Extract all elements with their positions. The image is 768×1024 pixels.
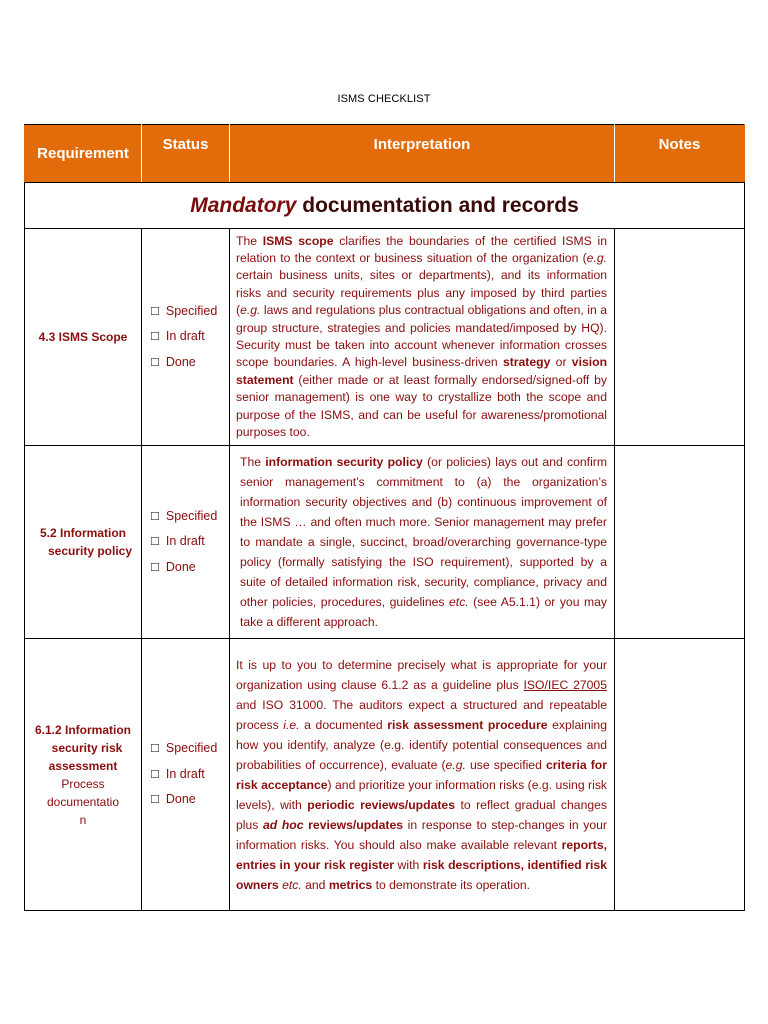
status-label: Done (165, 792, 196, 807)
status-option-specified[interactable] (150, 736, 228, 762)
status-label: In draft (165, 329, 205, 344)
emphasis-text: reviews/updates (308, 817, 404, 832)
requirement-cell (25, 639, 142, 911)
emphasis-text: ad hoc (263, 817, 304, 832)
checkbox-icon[interactable]: ☐ (150, 535, 160, 549)
requirement-label: assessment (48, 758, 118, 773)
status-cell (142, 639, 230, 911)
status-option-in-draft[interactable] (150, 762, 228, 788)
emphasis-text: etc. (449, 595, 469, 609)
section-heading (25, 183, 745, 229)
emphasis-text: ISMS scope (262, 233, 334, 248)
status-option-done[interactable] (150, 787, 228, 813)
checkbox-icon[interactable]: ☐ (150, 560, 160, 574)
checkbox-icon[interactable]: ☐ (150, 767, 160, 781)
header-status: Status (142, 125, 230, 183)
status-option-in-draft[interactable] (150, 529, 228, 555)
emphasis-text: i.e. (283, 717, 300, 732)
notes-cell[interactable] (615, 446, 745, 639)
interpretation-cell: It is up to you to determine precisely what is appropriate for your organization using clause 6.1.2 as a guideline plus ISO/IEC 27005 and ISO 31000. The auditors expect a structured and repeatable process i.e. a documented risk assessment procedure explaining how you identify, analyze (e.g. identify potential consequences and probabilities of occurrence), evaluate (e.g. use specified criteria for risk acceptance) and prioritize your information risks (e.g. using risk levels), with periodic reviews/updates to reflect gradual changes plus ad hoc reviews/updates in response to step-changes in your information risks. You should also make available relevant reports, entries in your risk register with risk descriptions, identified risk owners etc. and metrics to demonstrate its operation. (230, 639, 615, 911)
emphasis-text: criteria for risk acceptance (236, 757, 607, 792)
emphasis-text: e.g. (240, 303, 261, 318)
status-option-specified[interactable] (150, 504, 228, 530)
checkbox-icon[interactable]: ☐ (150, 330, 160, 344)
requirement-label: security risk (51, 740, 123, 755)
status-label: Specified (165, 508, 218, 523)
requirement-cell (25, 229, 142, 446)
emphasis-text: metrics (328, 877, 373, 892)
emphasis-text: risk descriptions, identified risk owners (236, 857, 607, 892)
section-rest: documentation and records (296, 193, 579, 217)
emphasis-text: periodic reviews/updates (307, 797, 455, 812)
document-title: ISMS CHECKLIST (337, 93, 431, 105)
header-interpretation: Interpretation (230, 125, 615, 183)
status-option-specified[interactable] (150, 299, 228, 325)
emphasis-text: information security policy (265, 455, 423, 469)
status-cell (142, 229, 230, 446)
status-option-in-draft[interactable] (150, 324, 228, 350)
emphasis-text: strategy (502, 355, 551, 370)
status-label: Specified (165, 303, 218, 318)
status-label: Done (165, 354, 196, 369)
table-row (25, 229, 745, 446)
requirement-note: n (79, 812, 87, 827)
header-requirement: Requirement (25, 125, 142, 183)
emphasis-text: reports, entries in your risk register (236, 837, 607, 872)
status-label: In draft (165, 766, 205, 781)
section-emphasis: Mandatory (190, 193, 297, 217)
emphasis-text: e.g. (445, 757, 466, 772)
requirement-label: 5.2 Information (39, 526, 126, 540)
notes-cell[interactable] (615, 639, 745, 911)
checkbox-icon[interactable]: ☐ (150, 793, 160, 807)
standard-link[interactable]: ISO/IEC 27005 (523, 677, 607, 692)
header-row (25, 125, 745, 183)
checkbox-icon[interactable]: ☐ (150, 355, 160, 369)
emphasis-text: vision statement (236, 355, 608, 387)
section-row (25, 183, 745, 229)
checkbox-icon[interactable]: ☐ (150, 742, 160, 756)
header-notes: Notes (615, 125, 745, 183)
isms-checklist-table (24, 124, 745, 911)
checkbox-icon[interactable]: ☐ (150, 304, 160, 318)
requirement-note: documentatio (46, 794, 120, 809)
checkbox-icon[interactable]: ☐ (150, 509, 160, 523)
interpretation-cell: The ISMS scope clarifies the boundaries of the certified ISMS in relation to the context or business situation of the organization (e.g. certain business units, sites or departments), and its information risks and security requirements plus any imposed by third parties (e.g. laws and regulations plus contractual obligations and often, in a group structure, strategies and policies mandated/imposed by HQ). Security must be taken into account whenever information crosses scope boundaries. A high-level business-driven strategy or vision statement (either made or at least formally endorsed/signed-off by senior management) is one way to crystallize both the scope and purpose of the ISMS, and can be useful for awareness/promotional purposes too. (230, 229, 615, 446)
emphasis-text: e.g. (586, 250, 607, 265)
table-row (25, 446, 745, 639)
notes-cell[interactable] (615, 229, 745, 446)
requirement-label: 6.1.2 Information (34, 722, 132, 737)
status-option-done[interactable] (150, 350, 228, 376)
status-option-done[interactable] (150, 555, 228, 581)
requirement-label: security policy (47, 544, 133, 558)
status-cell (142, 446, 230, 639)
status-label: In draft (165, 534, 205, 549)
status-label: Done (165, 559, 196, 574)
requirement-note: Process (61, 776, 105, 791)
status-label: Specified (165, 741, 218, 756)
requirement-cell (25, 446, 142, 639)
emphasis-text: etc. (282, 877, 302, 892)
interpretation-cell: The information security policy (or policies) lays out and confirm senior management’s commitment to (a) the organization’s information security objectives and (b) continuous improvement of the ISMS … and often much more. Senior management may prefer to mandate a single, succinct, broad/overarching governance-type policy (formally satisfying the ISO requirement), supported by a suite of detailed information risk, security, compliance, privacy and other policies, procedures, guidelines etc. (see A5.1.1) or you may take a different approach. (230, 446, 615, 639)
table-row (25, 639, 745, 911)
emphasis-text: risk assessment procedure (387, 717, 548, 732)
requirement-label: 4.3 ISMS Scope (38, 330, 128, 344)
